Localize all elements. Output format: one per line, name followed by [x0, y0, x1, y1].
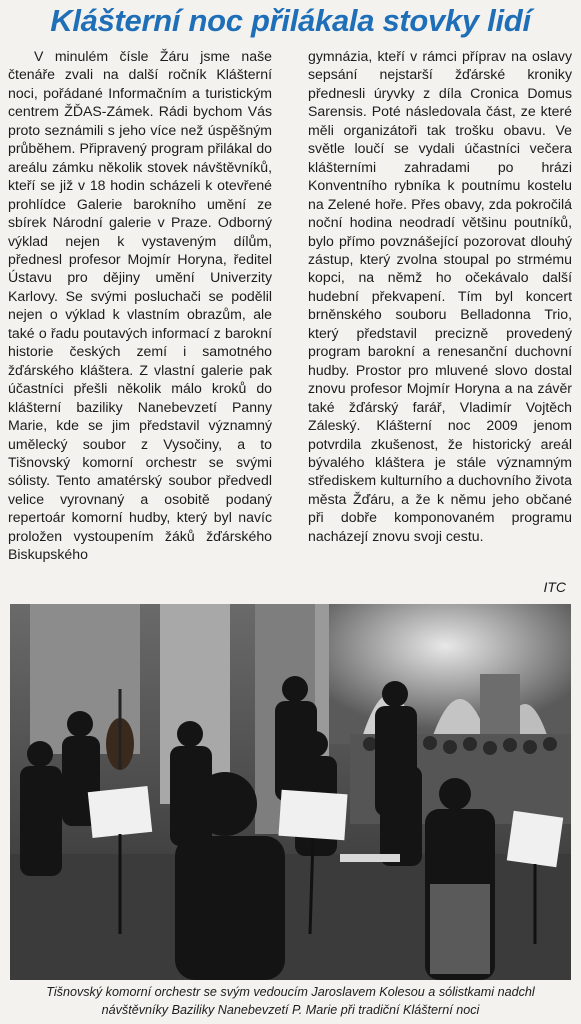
photo-caption	[0, 983, 581, 1019]
concert-photo	[10, 604, 571, 980]
photo-caption-line-1: Tišnovský komorní orchestr se svým vedoucím Jaroslavem Kolesou a sólistkami nadchl	[46, 985, 535, 999]
article-text-left: V minulém čísle Žáru jsme naše čtenáře zvali na další ročník Klášterní noci, pořádané Informačním a turistickým centrem ŽĎAS-Zámek. Rádi bychom Vás proto seznámili s jeho více než úspěšným průběhem. Připravený program přilákal do areálu zámku několik stovek návštěvníků, kteří se již v 18 hodin scházeli k otevřené prohlídce Galerie barokního umění ze sbírek Národní galerie v Praze. Odborný výklad nejen k vystaveným dílům, přednesl profesor Mojmír Horyna, ředitel Ústavu pro dějiny umění Univerzity Karlovy. Se svými posluchači se podělil nejen o výklad k vlastním obrazům, ale také o řadu poutavých informací z barokní historie českých zemí i samotného žďárského kláštera. Z vlastní galerie pak účastníci přešli několik málo kroků do klášterní baziliky Nanebevzetí Panny Marie, kde se jim představil významný umělecký soubor z Vysočiny, a to Tišnovský komorní orchestr se svými sólisty. Tento amatérský soubor předvedl velice vyrovnaný a osobitě podaný repertoár komorní hudby, který byl navíc proložen vystoupením žáků žďárského Biskupského	[8, 48, 272, 563]
article-text-right: gymnázia, kteří v rámci příprav na oslavy sepsání nejstarší žďárské kroniky přednesli úryvky z díla Cronica Domus Sarensis. Poté následovala část, ze které měli organizátoři tak trošku obavu. Ve světle loučí se vydali účastníci večera klášterními zahradami po hrázi Konventního rybníka k poutnímu kostelu na Zelené hoře. Přes obavy, zda pokročilá noční hodina neodradí většinu poutníků, bylo přímo povznášející pozorovat dlouhý zástup, který zvolna stoupal po strmému kopci, na němž ho očekávalo další hudební překvapení. Tím byl koncert brněnského souboru Belladonna Trio, který představil precizně provedený program barokní a renesanční duchovní hudby. Prostor pro mluvené slovo dostal znovu profesor Mojmír Horyna a na závěr také žďárský farář, Vladimír Vojtěch Záleský. Klášterní noc 2009 jenom potvrdila zkušenost, že historický areál bývalého kláštera je stále významným střediskem kulturního a duchovního života města Žďáru, a že k němu jeho občané při dobře komponovaném programu nacházejí znovu svoji cestu.	[308, 48, 572, 544]
author-signature: ITC	[543, 579, 566, 595]
headline: Klášterní noc přilákala stovky lidí	[50, 3, 531, 38]
photo-caption-line-2: návštěvníky Baziliky Nanebevzetí P. Marie při tradiční Klášterní noci	[101, 1003, 480, 1017]
concert-photo-illustration	[10, 604, 571, 980]
article-column-left	[8, 47, 272, 564]
article-column-right	[308, 47, 572, 545]
